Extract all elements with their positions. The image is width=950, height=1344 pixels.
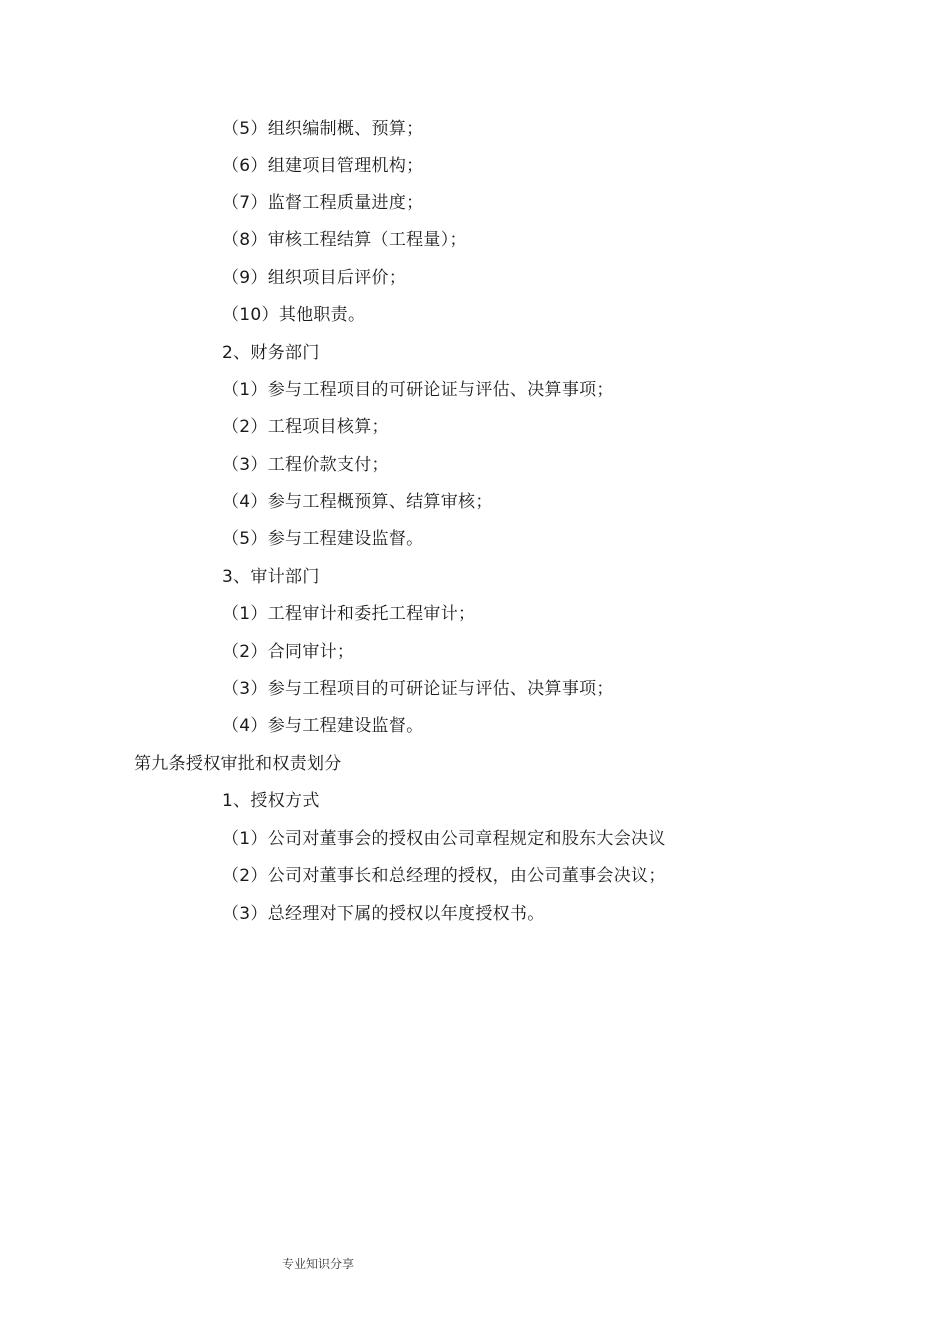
list-item: （2）合同审计；	[222, 642, 355, 662]
section-heading: 3、审计部门	[222, 567, 320, 587]
list-item: （5）参与工程建设监督。	[222, 529, 424, 549]
list-item: （2）公司对董事长和总经理的授权，由公司董事会决议；	[222, 866, 666, 886]
list-item: （7）监督工程质量进度；	[222, 193, 424, 213]
list-item: （2）工程项目核算；	[222, 417, 389, 437]
list-item: （6）组建项目管理机构；	[222, 156, 424, 176]
list-item: （1）参与工程项目的可研论证与评估、决算事项；	[222, 380, 614, 400]
list-item: （10）其他职责。	[222, 305, 366, 325]
section-heading: 1、授权方式	[222, 791, 320, 811]
list-item: （1）公司对董事会的授权由公司章程规定和股东大会决议	[222, 829, 666, 849]
list-item: （3）工程价款支付；	[222, 455, 389, 475]
list-item: （3）总经理对下属的授权以年度授权书。	[222, 904, 545, 924]
list-item: （1）工程审计和委托工程审计；	[222, 604, 476, 624]
article-heading: 第九条授权审批和权责划分	[134, 754, 342, 774]
list-item: （3）参与工程项目的可研论证与评估、决算事项；	[222, 679, 614, 699]
list-item: （4）参与工程概预算、结算审核；	[222, 492, 493, 512]
page-footer: 专业知识分享	[282, 1257, 355, 1271]
list-item: （4）参与工程建设监督。	[222, 716, 424, 736]
list-item: （9）组织项目后评价；	[222, 268, 407, 288]
list-item: （8）审核工程结算（工程量）；	[222, 230, 467, 250]
list-item: （5）组织编制概、预算；	[222, 119, 424, 139]
section-heading: 2、财务部门	[222, 343, 320, 363]
